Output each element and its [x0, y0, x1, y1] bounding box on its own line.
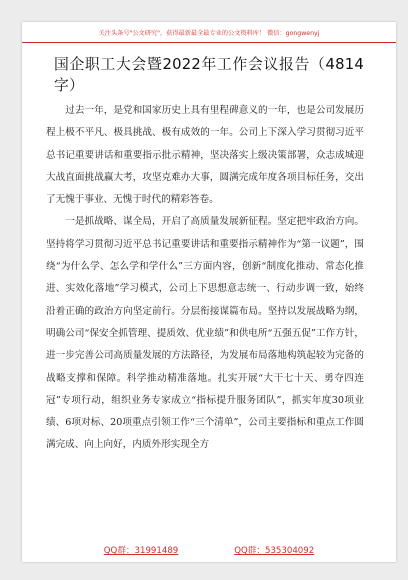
- document-title: 国企职工大会暨2022年工作会议报告（4814字）: [54, 56, 364, 94]
- document-body: [46, 100, 364, 457]
- document-page: [22, 22, 396, 562]
- body-paragraph: 一是抓战略、谋全局，开启了高质量发展新征程。坚定把牢政治方向。坚持将学习贯彻习近平总书记重要讲话和重要指示精神作为“第一议题”，围绕“为什么学、怎么学和学什么”三方面内容，创新“制度化推动、常态化推进、实效化落地”学习模式，公司上下思想意志统一、行动步调一致，始终沿着正确的政治方向坚定前行。分层衔接谋篇布局。坚持以发展战略为纲，明确公司“保安全抓管理、提质效、优业绩”和供电所“五强五促”工作方针，进一步完善公司高质量发展的方法路径，为发展布局落地构筑起较为完备的战略支撑和保障。科学推动精准落地。扎实开展“大干七十天、勇夺四连冠”专项行动，组织业务专家成立“指标提升服务团队”，抓实年度30项业绩、6项对标、20项重点引领工作“三个清单”，公司主要指标和重点工作圆满完成、向上向好，内质外形实现全方: [46, 216, 364, 451]
- header-banner: [22, 22, 396, 43]
- footer-qq-group-2[interactable]: QQ群：535304092: [234, 546, 315, 556]
- header-banner-text: 关注头条号"公文研究"，获得最新最全最专业的公文资料库！ 微信：gongwenyj: [98, 29, 320, 37]
- footer-qq-group-1[interactable]: QQ群：31991489: [103, 546, 179, 556]
- footer: [22, 538, 396, 562]
- body-paragraph: 过去一年，是党和国家历史上具有里程碑意义的一年，也是公司发展历程上极不平凡、极具挑战、极有成效的一年。公司上下深入学习贯彻习近平总书记重要讲话和重要指示批示精神，坚决落实上级决策部署，众志成城迎大战直面挑战赢大考，攻坚克难办大事，圆满完成年度各项目标任务，交出了无愧于事业、无愧于时代的精彩答卷。: [46, 105, 364, 206]
